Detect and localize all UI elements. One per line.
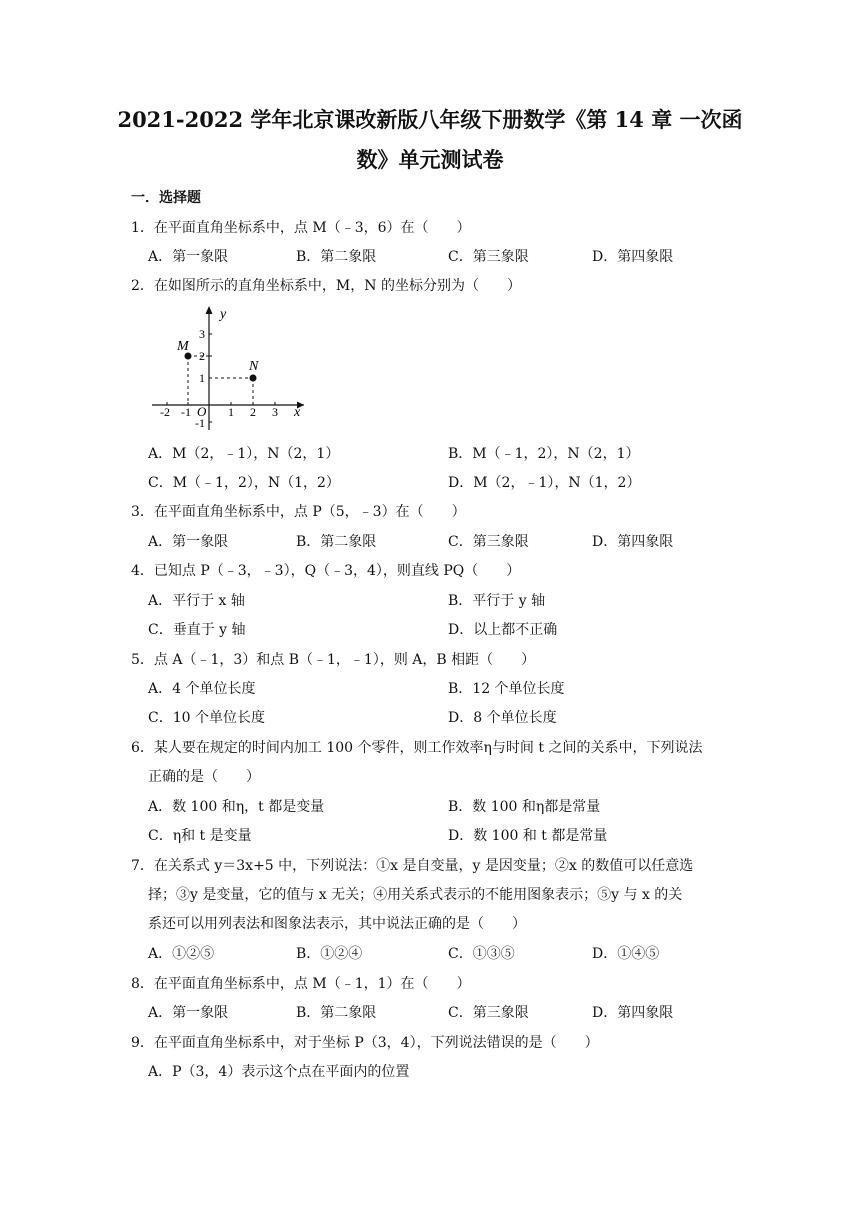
question-9-option-a: A．P（3，4）表示这个点在平面内的位置	[148, 1064, 410, 1080]
question-2-option-b: B．M（﹣1，2），N（2，1）	[448, 446, 640, 462]
question-4-option-a: A．平行于 x 轴	[148, 593, 245, 609]
question-8-option-a: A．第一象限	[148, 1005, 229, 1021]
question-6-option-a: A．数 100 和η，t 都是变量	[148, 799, 325, 815]
question-2-stem: 2．在如图所示的直角坐标系中，M，N 的坐标分别为（ ）	[131, 278, 521, 294]
question-1-option-c: C．第三象限	[448, 249, 529, 265]
question-1-stem: 1．在平面直角坐标系中，点 M（﹣3，6）在（ ）	[131, 220, 471, 236]
question-8-option-c: C．第三象限	[448, 1005, 529, 1021]
question-7-option-d: D．①④⑤	[592, 946, 660, 962]
question-8-option-b: B．第二象限	[296, 1005, 377, 1021]
question-3-option-b: B．第二象限	[296, 534, 377, 550]
point-m-label: M	[177, 339, 189, 354]
question-1-option-d: D．第四象限	[592, 249, 674, 265]
question-6-stem: 6．某人要在规定的时间内加工 100 个零件，则工作效率η与时间 t 之间的关系中，下列说法	[131, 740, 703, 756]
question-3-option-d: D．第四象限	[592, 534, 674, 550]
question-9-stem: 9．在平面直角坐标系中，对于坐标 P（3，4），下列说法错误的是（ ）	[131, 1035, 599, 1051]
y-tick-label: 1	[199, 371, 205, 385]
section-heading: 一．选择题	[131, 190, 201, 206]
x-axis-label: x	[294, 405, 301, 420]
question-3-option-a: A．第一象限	[148, 534, 229, 550]
question-7-option-b: B．①②④	[296, 946, 363, 962]
y-axis-arrow	[206, 306, 213, 314]
y-tick-label: 3	[199, 327, 205, 341]
y-tick-label: 2	[199, 349, 205, 363]
question-5-option-a: A．4 个单位长度	[148, 681, 256, 697]
x-tick-label: 2	[250, 405, 256, 419]
coordinate-plane-svg	[148, 302, 308, 434]
question-5-stem: 5．点 A（﹣1，3）和点 B（﹣1，﹣1），则 A，B 相距（ ）	[131, 652, 536, 668]
x-tick-label: 3	[272, 405, 278, 419]
document-title-line-1: 2021-2022 学年北京课改新版八年级下册数学《第 14 章 一次函	[117, 107, 743, 132]
coordinate-figure	[148, 302, 308, 434]
y-tick-label: -1	[195, 416, 205, 430]
point-n-label: N	[249, 359, 259, 374]
question-4-stem: 4．已知点 P（﹣3，﹣3），Q（﹣3，4），则直线 PQ（ ）	[131, 563, 521, 579]
question-5-option-d: D．8 个单位长度	[448, 710, 557, 726]
question-7-option-c: C．①③⑤	[448, 946, 515, 962]
question-6-option-d: D．数 100 和 t 都是常量	[448, 828, 608, 844]
question-1-option-b: B．第二象限	[296, 249, 377, 265]
question-6-stem-continued: 正确的是（ ）	[148, 769, 260, 785]
question-2-option-c: C．M（﹣1，2），N（1，2）	[148, 475, 340, 491]
document-title-line-2: 数》单元测试卷	[356, 147, 504, 172]
origin-label: O	[197, 404, 207, 419]
question-5-option-c: C．10 个单位长度	[148, 710, 265, 726]
question-6-option-b: B．数 100 和η都是常量	[448, 799, 601, 815]
point-n-dot	[250, 375, 257, 382]
question-7-stem-continued: 择；③y 是变量，它的值与 x 无关；④用关系式表示的不能用图象表示；⑤y 与 x 的关	[148, 887, 683, 903]
question-7-stem: 7．在关系式 y＝3x+5 中，下列说法：①x 是自变量，y 是因变量；②x 的数值可以任意选	[131, 858, 694, 874]
question-7-option-a: A．①②⑤	[148, 946, 215, 962]
y-axis-label: y	[220, 307, 227, 322]
question-2-option-d: D．M（2，﹣1），N（1，2）	[448, 475, 641, 491]
question-7-stem-continued-2: 系还可以用列表法和图象法表示，其中说法正确的是（ ）	[148, 916, 526, 932]
question-8-option-d: D．第四象限	[592, 1005, 674, 1021]
question-8-stem: 8．在平面直角坐标系中，点 M（﹣1，1）在（ ）	[131, 976, 471, 992]
question-4-option-b: B．平行于 y 轴	[448, 593, 546, 609]
question-2-option-a: A．M（2，﹣1），N（2，1）	[148, 446, 340, 462]
question-4-option-c: C．垂直于 y 轴	[148, 622, 246, 638]
question-6-option-c: C．η和 t 是变量	[148, 828, 252, 844]
x-tick-label: -2	[160, 405, 170, 419]
x-tick-label: -1	[181, 405, 191, 419]
question-4-option-d: D．以上都不正确	[448, 622, 558, 638]
question-1-option-a: A．第一象限	[148, 249, 229, 265]
question-3-stem: 3．在平面直角坐标系中，点 P（5，﹣3）在（ ）	[131, 504, 466, 520]
x-tick-label: 1	[228, 405, 234, 419]
question-3-option-c: C．第三象限	[448, 534, 529, 550]
question-5-option-b: B．12 个单位长度	[448, 681, 565, 697]
